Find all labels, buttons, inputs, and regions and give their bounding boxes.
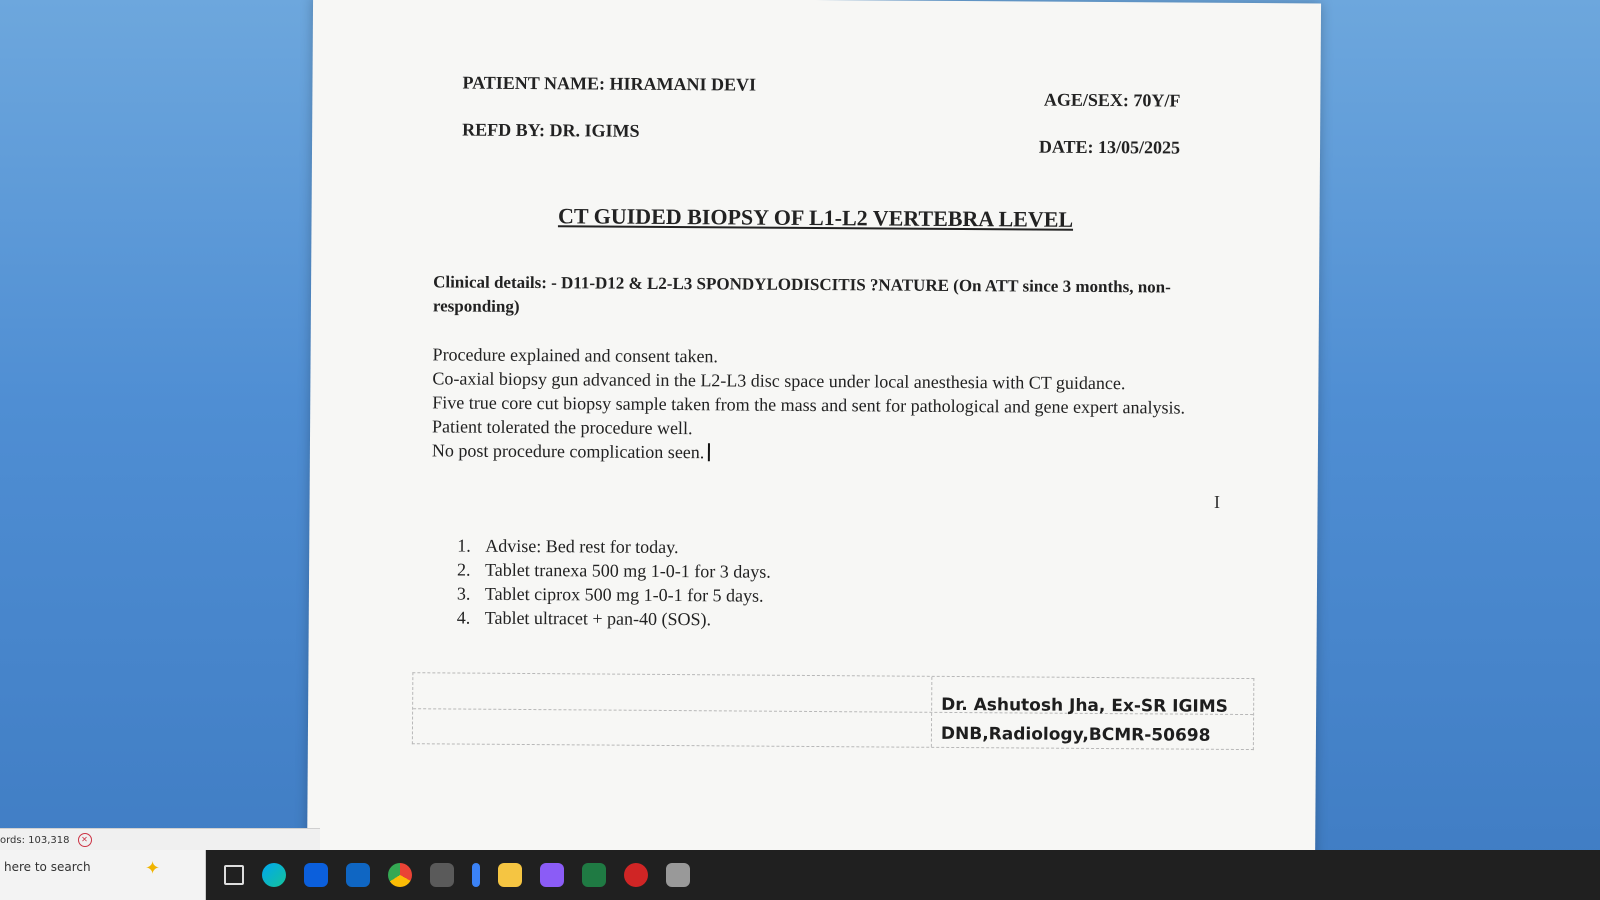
signature-table bbox=[412, 672, 1254, 750]
advice-text: Tablet tranexa 500 mg 1-0-1 for 3 days. bbox=[485, 559, 771, 582]
clinical-label: Clinical details: bbox=[433, 272, 547, 293]
advice-item bbox=[457, 606, 1057, 634]
referred-by: REFD BY: DR. IGIMS bbox=[462, 119, 640, 141]
copilot-spark-icon: ✦ bbox=[145, 858, 161, 879]
report-date: DATE: 13/05/2025 bbox=[1038, 136, 1181, 158]
patient-name: PATIENT NAME: HIRAMANI DEVI bbox=[462, 72, 757, 95]
procedure-line: Five true core cut biopsy sample taken from the mass and sent for pathological and gene expert analysis. bbox=[432, 392, 1186, 418]
taskbar-search-box[interactable] bbox=[0, 850, 206, 900]
i-beam-cursor-icon: I bbox=[1214, 492, 1220, 512]
advice-text: Advise: Bed rest for today. bbox=[485, 535, 679, 558]
age-sex: AGE/SEX: 70Y/F bbox=[1043, 89, 1181, 111]
report-title: CT GUIDED BIOPSY OF L1-L2 VERTEBRA LEVEL bbox=[557, 203, 1074, 232]
file-explorer-icon[interactable] bbox=[498, 863, 522, 887]
photos-icon[interactable] bbox=[540, 863, 564, 887]
search-placeholder[interactable]: here to search bbox=[4, 860, 91, 874]
procedure-line-last bbox=[432, 438, 1192, 467]
outlook-icon[interactable] bbox=[346, 863, 370, 887]
word-statusbar bbox=[0, 828, 320, 851]
pen-app-icon[interactable] bbox=[472, 863, 480, 887]
taskbar-icons bbox=[224, 863, 690, 887]
advice-number: 1. bbox=[457, 535, 471, 556]
active-window-icon[interactable] bbox=[666, 863, 690, 887]
edge-browser-icon[interactable] bbox=[262, 863, 286, 887]
document-page[interactable] bbox=[307, 0, 1321, 886]
advice-text: Tablet ultracet + pan-40 (SOS). bbox=[484, 607, 712, 630]
signature-name: Dr. Ashutosh Jha, Ex-SR IGIMS bbox=[941, 694, 1229, 717]
chrome-icon[interactable] bbox=[388, 863, 412, 887]
patient-info-right bbox=[1039, 90, 1181, 185]
clinical-text: - D11-D12 & L2-L3 SPONDYLODISCITIS ?NATURE (On ATT since 3 months, non-responding) bbox=[432, 273, 1171, 316]
advice-number: 2. bbox=[457, 559, 471, 580]
excel-icon[interactable] bbox=[582, 863, 606, 887]
store-icon[interactable] bbox=[304, 863, 328, 887]
procedure-line: Patient tolerated the procedure well. bbox=[432, 416, 693, 439]
patient-info-left bbox=[462, 73, 756, 169]
procedure-notes bbox=[432, 342, 1193, 467]
procedure-line: Procedure explained and consent taken. bbox=[432, 344, 719, 367]
proofing-icon[interactable]: ✕ bbox=[78, 833, 92, 847]
signature-registration: DNB,Radiology,BCMR-50698 bbox=[940, 723, 1211, 746]
task-view-icon[interactable] bbox=[224, 865, 244, 885]
camera-app-icon[interactable] bbox=[430, 863, 454, 887]
acrobat-icon[interactable] bbox=[624, 863, 648, 887]
windows-taskbar bbox=[0, 850, 1600, 900]
word-count[interactable]: ords: 103,318 bbox=[0, 834, 70, 846]
text-cursor bbox=[708, 443, 710, 461]
clinical-details bbox=[433, 270, 1193, 323]
advice-number: 4. bbox=[456, 607, 471, 628]
procedure-line: Co-axial biopsy gun advanced in the L2-L3 disc space under local anesthesia with CT guidance. bbox=[432, 368, 1126, 394]
advice-number: 3. bbox=[456, 583, 471, 604]
advice-list bbox=[457, 534, 1058, 634]
procedure-line-text: No post procedure complication seen. bbox=[431, 440, 705, 463]
advice-text: Tablet ciprox 500 mg 1-0-1 for 5 days. bbox=[484, 583, 764, 606]
